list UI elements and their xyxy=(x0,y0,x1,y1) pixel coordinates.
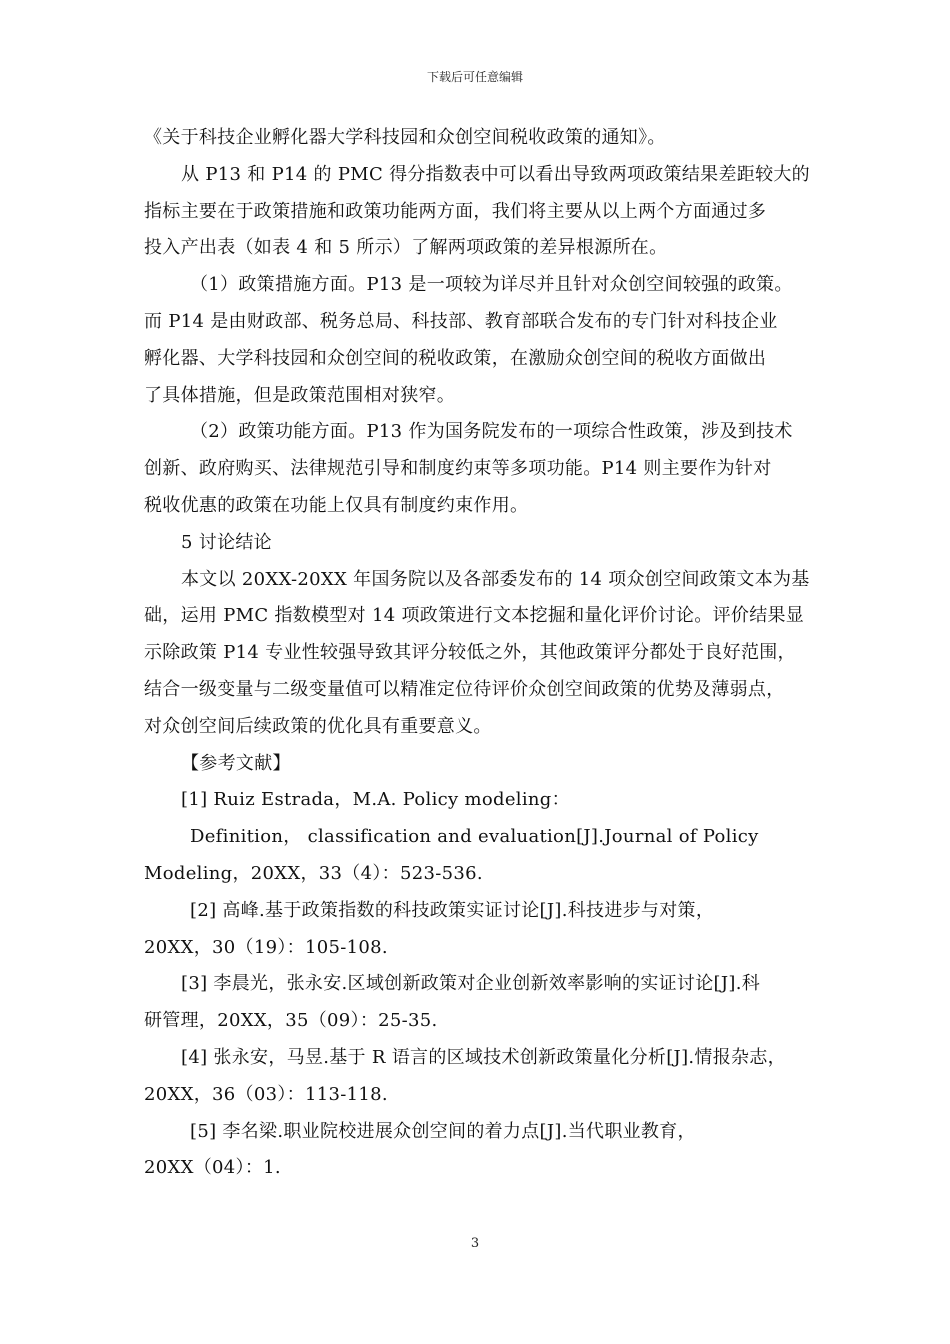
text-line: 投入产出表（如表 4 和 5 所示）了解两项政策的差异根源所在。 xyxy=(144,237,668,259)
reference-item: [2] 高峰.基于政策指数的科技政策实证讨论[J].科技进步与对策， xyxy=(190,899,715,921)
reference-item: [5] 李名梁.职业院校进展众创空间的着力点[J].当代职业教育， xyxy=(190,1120,696,1142)
text-line: 了具体措施，但是政策范围相对狭窄。 xyxy=(144,384,456,406)
text-line: 创新、政府购买、法律规范引导和制度约束等多项功能。P14 则主要作为针对 xyxy=(144,458,772,480)
text-line: 结合一级变量与二级变量值可以精准定位待评价众创空间政策的优势及薄弱点， xyxy=(144,678,785,700)
text-line: （1）政策措施方面。P13 是一项较为详尽并且针对众创空间较强的政策。 xyxy=(190,274,793,296)
text-line: 孵化器、大学科技园和众创空间的税收政策，在激励众创空间的税收方面做出 xyxy=(144,347,767,369)
page-number: 3 xyxy=(470,1236,480,1251)
text-line: 税收优惠的政策在功能上仅具有制度约束作用。 xyxy=(144,494,529,516)
text-line: 从 P13 和 P14 的 PMC 得分指数表中可以看出导致两项政策结果差距较大的 xyxy=(181,163,810,185)
body-text xyxy=(144,120,812,1187)
text-line: 本文以 20XX-20XX 年国务院以及各部委发布的 14 项众创空间政策文本为基 xyxy=(181,568,810,590)
text-line: 示除政策 P14 专业性较强导致其评分较低之外，其他政策评分都处于良好范围， xyxy=(144,642,796,664)
text-line: 《关于科技企业孵化器大学科技园和众创空间税收政策的通知》。 xyxy=(144,127,666,148)
reference-item: 研管理，20XX，35（09）：25-35. xyxy=(144,1010,438,1032)
references-heading: 【参考文献】 xyxy=(181,752,291,774)
text-line: 指标主要在于政策措施和政策功能两方面，我们将主要从以上两个方面通过多 xyxy=(144,200,767,222)
reference-item: [1] Ruiz Estrada，M.A. Policy modeling： xyxy=(181,789,570,811)
reference-item: [4] 张永安，马昱.基于 R 语言的区域技术创新政策量化分析[J].情报杂志， xyxy=(181,1046,786,1068)
text-line: 对众创空间后续政策的优化具有重要意义。 xyxy=(144,715,492,737)
reference-item: 20XX，30（19）：105-108. xyxy=(144,936,388,958)
text-line: 础，运用 PMC 指数模型对 14 项政策进行文本挖掘和量化评价讨论。评价结果显 xyxy=(144,605,805,627)
reference-item: Modeling，20XX，33（4）：523-536. xyxy=(144,862,483,884)
reference-item: Definition， classification and evaluation[J].Journal of Policy xyxy=(190,826,759,848)
reference-item: 20XX（04）：1. xyxy=(144,1157,281,1179)
reference-item: 20XX，36（03）：113-118. xyxy=(144,1083,388,1105)
text-line: （2）政策功能方面。P13 作为国务院发布的一项综合性政策，涉及到技术 xyxy=(190,421,793,443)
section-heading: 5 讨论结论 xyxy=(181,531,272,553)
text-line: 而 P14 是由财政部、税务总局、科技部、教育部联合发布的专门针对科技企业 xyxy=(144,310,778,332)
reference-item: [3] 李晨光，张永安.区域创新政策对企业创新效率影响的实证讨论[J].科 xyxy=(181,973,761,995)
page-header: 下载后可任意编辑 xyxy=(426,70,523,84)
